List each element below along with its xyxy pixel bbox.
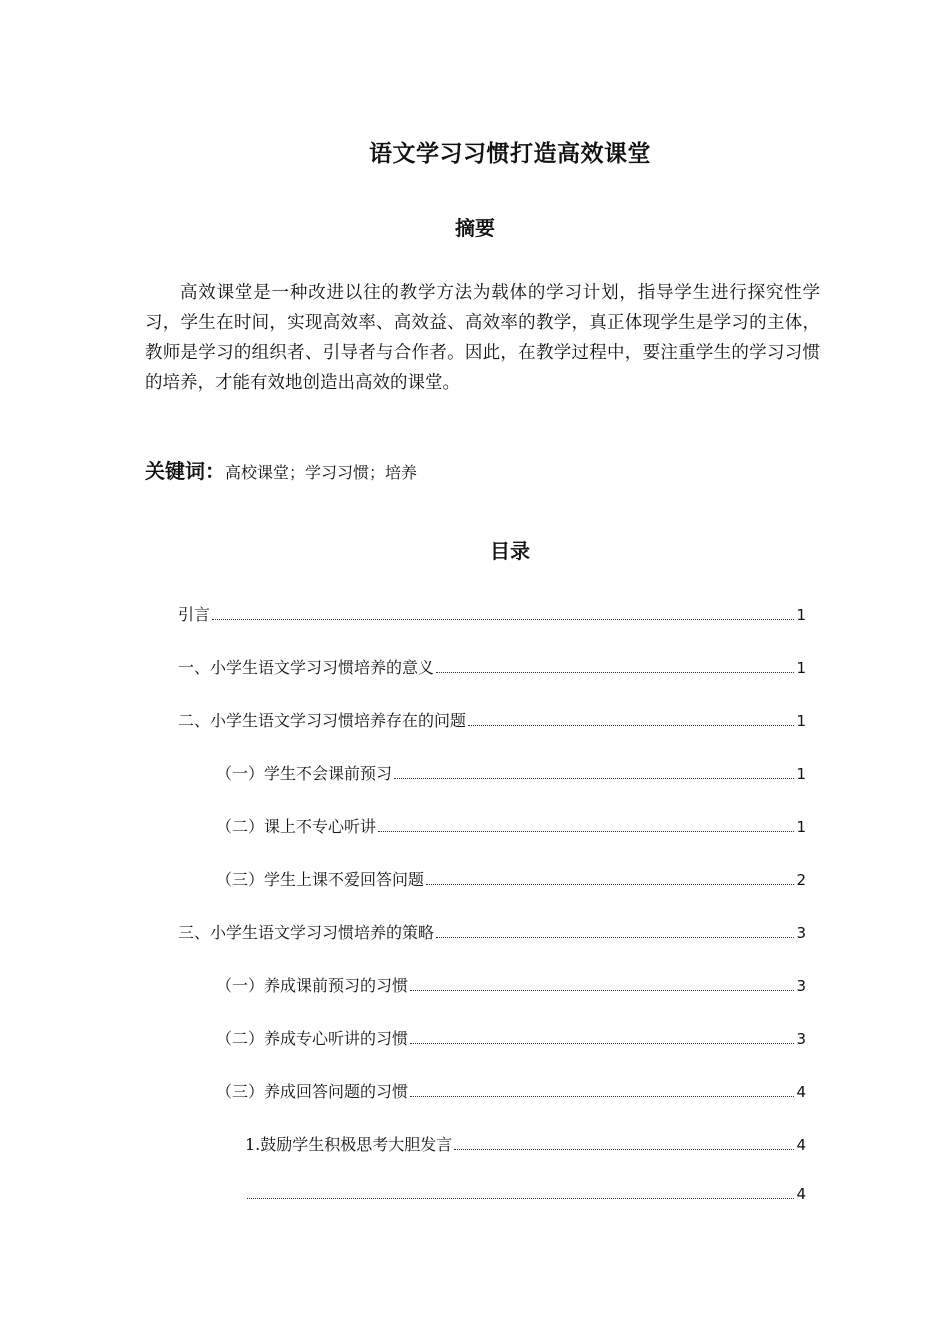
toc-entry-text: （一）养成课前预习的习惯 (216, 976, 409, 995)
toc-page-number: 1 (796, 818, 806, 836)
toc-page-number: 1 (796, 606, 806, 624)
toc-entry-section-2[interactable] (178, 708, 806, 732)
toc-entry-section-3-3[interactable] (216, 1079, 806, 1103)
toc-entry-text: （一）学生不会课前预习 (216, 764, 393, 783)
toc-entry-text: （三）学生上课不爱回答问题 (216, 870, 425, 889)
toc-entry-section-3-1[interactable] (216, 973, 806, 997)
toc-page-number: 1 (796, 765, 806, 783)
toc-dot-leader (436, 671, 794, 673)
toc-dot-leader (468, 724, 794, 726)
toc-entry-text: （三）养成回答问题的习惯 (216, 1082, 409, 1101)
toc-dot-leader (410, 1095, 794, 1097)
keywords-line (145, 455, 417, 484)
document-title: 语文学习习惯打造高效课堂 (369, 140, 651, 167)
toc-dot-leader (378, 830, 794, 832)
toc-dot-leader (212, 618, 794, 620)
toc-entry-text: 二、小学生语文学习习惯培养存在的问题 (178, 711, 467, 730)
toc-dot-leader (247, 1197, 794, 1199)
toc-entry-text: 三、小学生语文学习习惯培养的策略 (178, 923, 435, 942)
toc-entry-section-3[interactable] (178, 920, 806, 944)
toc-dot-leader (410, 989, 794, 991)
toc-page-number: 3 (796, 924, 806, 942)
toc-entry-text: （二）养成专心听讲的习惯 (216, 1029, 409, 1048)
toc-entry-section-2-3[interactable] (216, 867, 806, 891)
toc-page-number: 4 (796, 1185, 806, 1203)
toc-entry-section-3-2[interactable] (216, 1026, 806, 1050)
toc-entry-text: 一、小学生语文学习习惯培养的意义 (178, 658, 435, 677)
toc-entry-text: （二）课上不专心听讲 (216, 817, 377, 836)
toc-entry-section-2-1[interactable] (216, 761, 806, 785)
abstract-body: 高效课堂是一种改进以往的教学方法为载体的学习计划，指导学生进行探究性学习，学生在时间，实现高效率、高效益、高效率的教学，真正体现学生是学习的主体，教师是学习的组织者、引导者与合作者。因此，在教学过程中，要注重学生的学习习惯的培养，才能有效地创造出高效的课堂。 (145, 283, 820, 393)
toc-page-number: 1 (796, 712, 806, 730)
toc-dot-leader (410, 1042, 794, 1044)
toc-heading: 目录 (490, 539, 530, 563)
toc-dot-leader (426, 883, 794, 885)
toc-entry-section-2-2[interactable] (216, 814, 806, 838)
keywords-label: 关键词： (145, 459, 225, 483)
toc-entry-section-3-3-1[interactable] (245, 1132, 806, 1156)
toc-page-number: 3 (796, 1030, 806, 1048)
toc-dot-leader (436, 936, 794, 938)
toc-page-number: 1 (796, 659, 806, 677)
keywords-value: 高校课堂；学习习惯；培养 (225, 463, 418, 482)
toc-dot-leader (454, 1148, 794, 1150)
toc-entry-text: 1.鼓励学生积极思考大胆发言 (245, 1135, 453, 1154)
abstract-heading: 摘要 (455, 216, 495, 240)
toc-page-number: 2 (796, 871, 806, 889)
toc-entry-introduction[interactable] (178, 602, 806, 626)
toc-entry-section-1[interactable] (178, 655, 806, 679)
toc-page-number: 4 (796, 1083, 806, 1101)
toc-page-number: 3 (796, 977, 806, 995)
toc-page-number: 4 (796, 1136, 806, 1154)
toc-dot-leader (394, 777, 794, 779)
toc-entry-untitled[interactable] (245, 1185, 806, 1209)
toc-entry-text: 引言 (178, 605, 211, 624)
